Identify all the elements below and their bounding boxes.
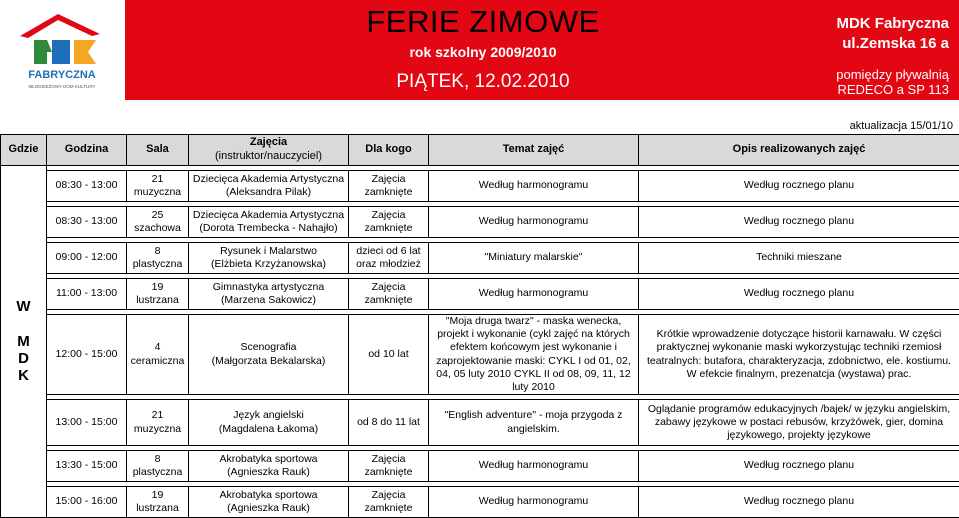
room-number: 25: [152, 209, 164, 221]
update-note: aktualizacja 15/01/10: [850, 120, 953, 132]
page-title: FERIE ZIMOWE: [313, 4, 653, 40]
col-audience: Dla kogo: [349, 135, 429, 166]
audience-cell: Zajęcia zamknięte: [349, 451, 429, 482]
table-row: [1, 487, 959, 518]
room-cell: [127, 243, 189, 274]
activity-name: Akrobatyka sportowa: [219, 453, 317, 465]
room-cell: [127, 315, 189, 395]
activity-cell: [189, 487, 349, 518]
room-name: ceramiczna: [131, 355, 185, 367]
where-cell: [1, 166, 47, 518]
table-header-row: [1, 135, 959, 166]
activity-cell: [189, 451, 349, 482]
instructor-name: (Elżbieta Krzyżanowska): [211, 258, 326, 270]
activity-cell: [189, 243, 349, 274]
table-row: [1, 315, 959, 395]
col-topic: Temat zajęć: [429, 135, 639, 166]
room-name: lustrzana: [136, 502, 179, 514]
description-cell: Krótkie wprowadzenie dotyczące historii karnawału. W części praktycznej wykonanie maski wykorzystując techniki rzemiosł teatralnych: butafora, charakteryzacja, zdobnictwo, ele. kostiumu. W efekcie finalnym, prezenatcja (wystawa) prac.: [639, 315, 959, 395]
instructor-name: (Marzena Sakowicz): [221, 294, 316, 306]
svg-text:MŁODZIEŻOWY DOM KULTURY: MŁODZIEŻOWY DOM KULTURY: [28, 83, 95, 89]
school-year: rok szkolny 2009/2010: [313, 44, 653, 60]
where-letter: K: [18, 367, 29, 384]
schedule-table: [0, 134, 959, 518]
audience-cell: od 10 lat: [349, 315, 429, 395]
logo-icon: [0, 0, 125, 100]
time-cell: 12:00 - 15:00: [47, 315, 127, 395]
instructor-name: (Aleksandra Pilak): [226, 186, 311, 198]
org-name: MDK Fabryczna: [836, 15, 949, 32]
activity-name: Rysunek i Malarstwo: [220, 245, 317, 257]
room-cell: [127, 400, 189, 446]
activity-name: Dziecięca Akademia Artystyczna: [193, 173, 344, 185]
time-cell: 08:30 - 13:00: [47, 207, 127, 238]
time-cell: 13:00 - 15:00: [47, 400, 127, 446]
where-letter: M: [17, 333, 30, 350]
room-cell: [127, 279, 189, 310]
mdk-logo: [0, 0, 125, 100]
room-number: 21: [152, 173, 164, 185]
description-cell: Według rocznego planu: [639, 279, 959, 310]
audience-cell: Zajęcia zamknięte: [349, 171, 429, 202]
description-cell: Według rocznego planu: [639, 487, 959, 518]
room-cell: [127, 207, 189, 238]
topic-cell: Według harmonogramu: [429, 207, 639, 238]
time-cell: 13:30 - 15:00: [47, 451, 127, 482]
col-description: Opis realizowanych zajęć: [639, 135, 959, 166]
activity-name: Język angielski: [233, 409, 304, 421]
activity-cell: [189, 279, 349, 310]
audience-cell: Zajęcia zamknięte: [349, 279, 429, 310]
activity-cell: [189, 171, 349, 202]
topic-cell: Według harmonogramu: [429, 279, 639, 310]
activity-cell: [189, 400, 349, 446]
col-activity-sub: (instruktor/nauczyciel): [215, 150, 322, 162]
table-row: [1, 451, 959, 482]
location-line-1: pomiędzy pływalnią: [836, 67, 949, 82]
activity-name: Dziecięca Akademia Artystyczna: [193, 209, 344, 221]
room-number: 4: [155, 341, 161, 353]
topic-cell: "Moja druga twarz" - maska wenecka, projekt i wykonanie (cykl zajęć na których efektem końcowym jest wykonanie i zaprojektowanie maski: CYKL I od 01, 02, 04, 05 luty 2010 CYKL II od 08, 09, 11, 12 luty 2010: [429, 315, 639, 395]
page-header: [0, 0, 959, 100]
topic-cell: "Miniatury malarskie": [429, 243, 639, 274]
audience-cell: od 8 do 11 lat: [349, 400, 429, 446]
where-letter: D: [18, 350, 29, 367]
audience-cell: dzieci od 6 lat oraz młodzież: [349, 243, 429, 274]
topic-cell: Według harmonogramu: [429, 451, 639, 482]
org-address: ul.Zemska 16 a: [842, 35, 949, 52]
room-name: lustrzana: [136, 294, 179, 306]
svg-text:FABRYCZNA: FABRYCZNA: [28, 69, 95, 81]
time-cell: 15:00 - 16:00: [47, 487, 127, 518]
activity-name: Akrobatyka sportowa: [219, 489, 317, 501]
room-number: 8: [155, 245, 161, 257]
audience-cell: Zajęcia zamknięte: [349, 487, 429, 518]
col-activity-title: Zajęcia: [250, 136, 287, 148]
activity-cell: [189, 207, 349, 238]
topic-cell: Według harmonogramu: [429, 487, 639, 518]
description-cell: Według rocznego planu: [639, 207, 959, 238]
room-number: 8: [155, 453, 161, 465]
description-cell: Według rocznego planu: [639, 451, 959, 482]
col-room: Sala: [127, 135, 189, 166]
table-row: [1, 207, 959, 238]
instructor-name: (Agnieszka Rauk): [227, 466, 310, 478]
room-cell: [127, 487, 189, 518]
instructor-name: (Małgorzata Bekalarska): [212, 355, 326, 367]
col-time: Godzina: [47, 135, 127, 166]
col-activity: [189, 135, 349, 166]
topic-cell: "English adventure" - moja przygoda z angielskim.: [429, 400, 639, 446]
room-number: 21: [152, 409, 164, 421]
table-row: [1, 400, 959, 446]
where-letter: W: [16, 298, 30, 315]
topic-cell: Według harmonogramu: [429, 171, 639, 202]
instructor-name: (Dorota Trembecka - Nahajło): [199, 222, 337, 234]
activity-name: Scenografia: [240, 341, 296, 353]
col-where: Gdzie: [1, 135, 47, 166]
room-name: plastyczna: [133, 466, 183, 478]
audience-cell: Zajęcia zamknięte: [349, 207, 429, 238]
description-cell: Oglądanie programów edukacyjnych /bajek/ w języku angielskim, zabawy językowe w postaci rebusów, krzyżówek, gier, domina językowego, projekty językowe: [639, 400, 959, 446]
table-row: [1, 171, 959, 202]
room-name: szachowa: [134, 222, 181, 234]
instructor-name: (Agnieszka Rauk): [227, 502, 310, 514]
room-number: 19: [152, 281, 164, 293]
activity-cell: [189, 315, 349, 395]
description-cell: Techniki mieszane: [639, 243, 959, 274]
instructor-name: (Magdalena Łakoma): [219, 423, 318, 435]
table-row: [1, 279, 959, 310]
schedule-day: PIĄTEK, 12.02.2010: [313, 71, 653, 93]
time-cell: 09:00 - 12:00: [47, 243, 127, 274]
table-row: [1, 243, 959, 274]
location-line-2: REDECO a SP 113: [837, 82, 949, 97]
time-cell: 08:30 - 13:00: [47, 171, 127, 202]
activity-name: Gimnastyka artystyczna: [213, 281, 324, 293]
time-cell: 11:00 - 13:00: [47, 279, 127, 310]
room-cell: [127, 171, 189, 202]
description-cell: Według rocznego planu: [639, 171, 959, 202]
room-cell: [127, 451, 189, 482]
room-name: plastyczna: [133, 258, 183, 270]
room-number: 19: [152, 489, 164, 501]
room-name: muzyczna: [134, 423, 181, 435]
room-name: muzyczna: [134, 186, 181, 198]
